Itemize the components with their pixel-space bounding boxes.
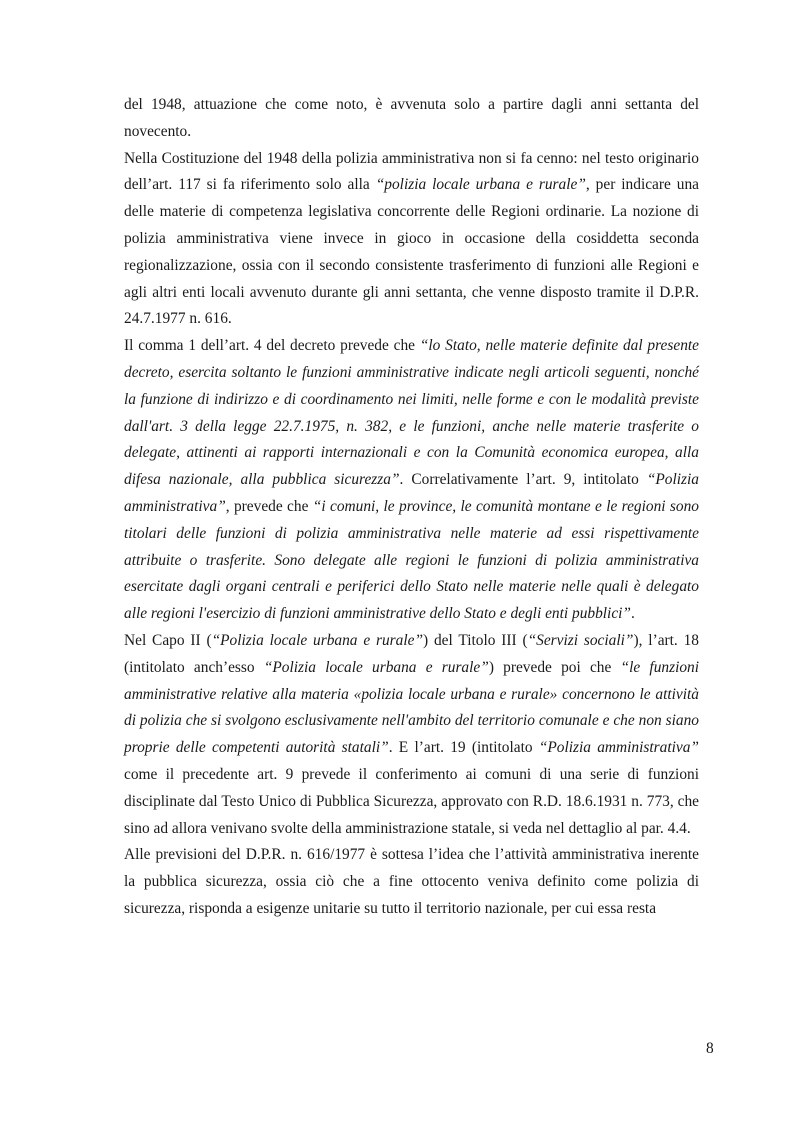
paragraph-text: ) del Titolo III ( [423, 631, 528, 649]
body-text [124, 92, 699, 923]
paragraph-text: Alle previsioni del D.P.R. n. 616/1977 è sottesa l’idea che l’attività amministrativa inerente la pubblica sicurezza, ossia ciò che a fine ottocento veniva definito come polizia di sicurezza, risponda a esigenze unitarie su tutto il territorio nazionale, per cui essa resta [124, 846, 699, 917]
paragraph [124, 842, 699, 922]
paragraph-text: Il comma 1 dell’art. 4 del decreto prevede che [124, 337, 420, 355]
paragraph [124, 92, 699, 146]
quoted-text: “lo Stato, nelle materie definite dal presente decreto, esercita soltanto le funzioni amministrative indicate negli articoli seguenti, nonché la funzione di indirizzo e di coordinamento nei limiti, nelle forme e con le modalità previste dall'art. 3 della legge 22.7.1975, n. 382, e le funzioni, anche nelle materie trasferite o delegate, attinenti ai rapporti internazionali e con la Comunità economica europea, alla difesa nazionale, alla pubblica sicurezza” [124, 337, 699, 489]
quoted-text: “Polizia locale urbana e rurale” [211, 631, 424, 649]
paragraph [124, 628, 699, 842]
paragraph [124, 146, 699, 334]
quoted-text: “polizia locale urbana e rurale” [375, 176, 586, 194]
paragraph-text: del 1948, attuazione che come noto, è avvenuta solo a partire dagli anni settanta del novecento. [124, 96, 699, 140]
quoted-text: “Polizia amministrativa” [538, 739, 699, 757]
quoted-text: “Servizi sociali” [527, 631, 634, 649]
paragraph-text: . [631, 605, 635, 623]
quoted-text: “Polizia locale urbana e rurale” [263, 658, 489, 676]
quoted-text: “i comuni, le province, le comunità montane e le regioni sono titolari delle funzioni di polizia amministrativa nelle materie ad essi rispettivamente attribuite o trasferite. Sono delegate alle regioni le funzioni di polizia amministrativa esercitate dagli organi centrali e periferici dello Stato nelle materie nelle quali è delegato alle regioni l'esercizio di funzioni amministrative dello Stato e degli enti pubblici” [124, 497, 699, 623]
paragraph-text: , per indicare una delle materie di competenza legislativa concorrente delle Regioni ordinarie. La nozione di polizia amministrativa viene invece in gioco in occasione della cosiddetta seconda regionalizzazione, ossia con il secondo consistente trasferimento di funzioni alle Regioni e agli altri enti locali avvenuto durante gli anni settanta, che venne disposto tramite il D.P.R. 24.7.1977 n. 616. [124, 176, 699, 328]
quoted-text: “le funzioni amministrative relative alla materia «polizia locale urbana e rurale» concernono le attività di polizia che si svolgono esclusivamente nell'ambito del territorio comunale e che non siano proprie delle competenti autorità statali” [124, 658, 700, 757]
paragraph-text: Nel Capo II ( [124, 631, 212, 649]
paragraph-text: ), l’art. 18 (intitolato anch’esso [124, 631, 699, 676]
paragraph-text: Nella Costituzione del 1948 della polizia amministrativa non si fa cenno: nel testo originario dell’art. 117 si fa riferimento solo alla [124, 149, 699, 194]
paragraph-text: come il precedente art. 9 prevede il conferimento ai comuni di una serie di funzioni disciplinate dal Testo Unico di Pubblica Sicurezza, approvato con R.D. 18.6.1931 n. 773, che sino ad allora venivano svolte della amministrazione statale, si veda nel dettaglio al par. 4.4. [124, 765, 699, 837]
paragraph-text: . E l’art. 19 (intitolato [388, 739, 539, 757]
page-number: 8 [706, 1040, 714, 1057]
paragraph-text: . Correlativamente l’art. 9, intitolato [399, 471, 647, 489]
paragraph-text: , prevede che [225, 497, 313, 515]
paragraph-text: ) prevede poi che [488, 658, 621, 676]
quoted-text: “Polizia amministrativa” [124, 471, 699, 515]
paragraph [124, 333, 699, 628]
